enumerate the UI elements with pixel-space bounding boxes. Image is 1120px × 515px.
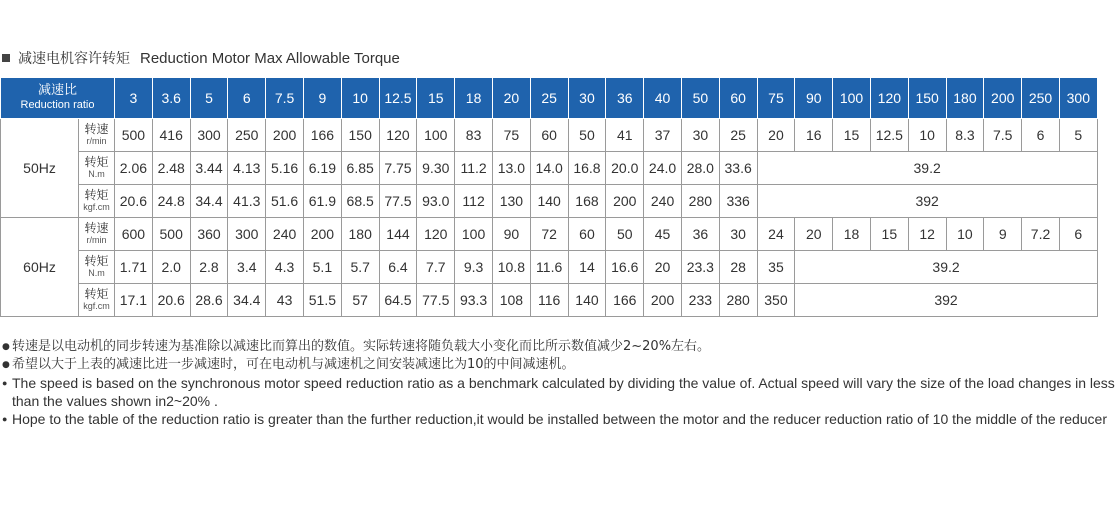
value-cell: 4.3 [266, 251, 304, 284]
value-cell: 24.0 [644, 152, 682, 185]
value-cell: 20.6 [115, 185, 153, 218]
ratio-header-cell: 150 [908, 78, 946, 119]
merged-value-cell: 39.2 [795, 251, 1097, 284]
ratio-header-cell: 300 [1059, 78, 1097, 119]
bullet-icon: ● [2, 342, 10, 352]
value-cell: 6 [1059, 218, 1097, 251]
value-cell: 5.7 [341, 251, 379, 284]
ratio-header-cell: 75 [757, 78, 795, 119]
ratio-header-cell: 90 [795, 78, 833, 119]
ratio-header-cell: 50 [681, 78, 719, 119]
value-cell: 20.0 [606, 152, 644, 185]
ratio-header-cell: 30 [568, 78, 606, 119]
value-cell: 43 [266, 284, 304, 317]
value-cell: 150 [341, 119, 379, 152]
value-cell: 14.0 [530, 152, 568, 185]
value-cell: 41 [606, 119, 644, 152]
ratio-header-cell: 25 [530, 78, 568, 119]
row-label-speed: 转速 r/min [79, 218, 115, 251]
bullet-icon: ● [2, 414, 8, 424]
value-cell: 120 [417, 218, 455, 251]
value-cell: 11.2 [455, 152, 493, 185]
table-body [1, 119, 1098, 317]
section-title-cn: 减速电机容许转矩 [18, 51, 130, 67]
value-cell: 83 [455, 119, 493, 152]
ratio-header-cell: 120 [870, 78, 908, 119]
value-cell: 168 [568, 185, 606, 218]
value-cell: 6.19 [303, 152, 341, 185]
value-cell: 5 [1059, 119, 1097, 152]
value-cell: 9.30 [417, 152, 455, 185]
ratio-header-cell: 40 [644, 78, 682, 119]
value-cell: 166 [303, 119, 341, 152]
value-cell: 8.3 [946, 119, 984, 152]
note-item [2, 410, 1118, 428]
value-cell: 140 [568, 284, 606, 317]
table-row [1, 152, 1098, 185]
value-cell: 240 [266, 218, 304, 251]
value-cell: 7.2 [1022, 218, 1060, 251]
value-cell: 130 [492, 185, 530, 218]
value-cell: 18 [833, 218, 871, 251]
value-cell: 5.16 [266, 152, 304, 185]
value-cell: 3.44 [190, 152, 228, 185]
ratio-header-cell: 18 [455, 78, 493, 119]
value-cell: 108 [492, 284, 530, 317]
notes [2, 338, 1118, 428]
value-cell: 200 [303, 218, 341, 251]
value-cell: 6 [1022, 119, 1060, 152]
value-cell: 233 [681, 284, 719, 317]
value-cell: 1.71 [115, 251, 153, 284]
value-cell: 72 [530, 218, 568, 251]
ratio-header-cell: 7.5 [266, 78, 304, 119]
value-cell: 20 [795, 218, 833, 251]
value-cell: 15 [833, 119, 871, 152]
value-cell: 51.6 [266, 185, 304, 218]
value-cell: 9 [984, 218, 1022, 251]
value-cell: 360 [190, 218, 228, 251]
value-cell: 93.3 [455, 284, 493, 317]
value-cell: 15 [870, 218, 908, 251]
ratio-header-cell: 250 [1022, 78, 1060, 119]
value-cell: 3.4 [228, 251, 266, 284]
table-row [1, 251, 1098, 284]
ratio-header-cell: 36 [606, 78, 644, 119]
value-cell: 166 [606, 284, 644, 317]
ratio-header-cell: 5 [190, 78, 228, 119]
value-cell: 12 [908, 218, 946, 251]
value-cell: 336 [719, 185, 757, 218]
value-cell: 116 [530, 284, 568, 317]
value-cell: 28 [719, 251, 757, 284]
value-cell: 24 [757, 218, 795, 251]
row-label-torque-kgf: 转矩 kgf.cm [79, 185, 115, 218]
value-cell: 4.13 [228, 152, 266, 185]
value-cell: 93.0 [417, 185, 455, 218]
torque-table [0, 77, 1098, 317]
value-cell: 7.75 [379, 152, 417, 185]
value-cell: 500 [115, 119, 153, 152]
value-cell: 20 [757, 119, 795, 152]
value-cell: 57 [341, 284, 379, 317]
note-text: 希望以大于上表的减速比进一步减速时，可在电动机与减速机之间安装减速比为10的中间减速机。 [12, 357, 575, 372]
value-cell: 2.8 [190, 251, 228, 284]
value-cell: 77.5 [417, 284, 455, 317]
ratio-header-cell: 6 [228, 78, 266, 119]
ratio-header-cell: 10 [341, 78, 379, 119]
value-cell: 60 [530, 119, 568, 152]
ratio-header-cell: 60 [719, 78, 757, 119]
value-cell: 16 [795, 119, 833, 152]
ratio-header-cell: 100 [833, 78, 871, 119]
table-row [1, 185, 1098, 218]
square-bullet-icon [2, 54, 10, 62]
value-cell: 64.5 [379, 284, 417, 317]
value-cell: 77.5 [379, 185, 417, 218]
section-title [2, 48, 400, 68]
value-cell: 16.6 [606, 251, 644, 284]
note-text: Hope to the table of the reduction ratio is greater than the further reduction,it would be installed between the motor and the reducer reduction ratio of 10 the middle of the reducer [12, 411, 1108, 427]
value-cell: 24.8 [152, 185, 190, 218]
table-row [1, 284, 1098, 317]
note-text: 转速是以电动机的同步转速为基准除以减速比而算出的数值。实际转速将随负载大小变化而比所示数值减少2~20%左右。 [12, 339, 711, 354]
merged-value-cell: 392 [757, 185, 1097, 218]
row-label-torque-nm: 转矩 N.m [79, 251, 115, 284]
value-cell: 240 [644, 185, 682, 218]
ratio-header-cell: 3.6 [152, 78, 190, 119]
value-cell: 12.5 [870, 119, 908, 152]
value-cell: 11.6 [530, 251, 568, 284]
value-cell: 36 [681, 218, 719, 251]
note-item [2, 338, 1118, 356]
bullet-icon: ● [2, 378, 8, 388]
ratio-header-cell: 12.5 [379, 78, 417, 119]
value-cell: 90 [492, 218, 530, 251]
value-cell: 280 [719, 284, 757, 317]
value-cell: 10.8 [492, 251, 530, 284]
value-cell: 20.6 [152, 284, 190, 317]
table-row [1, 119, 1098, 152]
merged-value-cell: 39.2 [757, 152, 1097, 185]
value-cell: 28.6 [190, 284, 228, 317]
value-cell: 120 [379, 119, 417, 152]
ratio-header-cell: 20 [492, 78, 530, 119]
reduction-ratio-header: 减速比 Reduction ratio [1, 78, 115, 119]
row-label-torque-nm: 转矩 N.m [79, 152, 115, 185]
ratio-header-cell: 15 [417, 78, 455, 119]
value-cell: 41.3 [228, 185, 266, 218]
value-cell: 20 [644, 251, 682, 284]
ratio-header-cell: 200 [984, 78, 1022, 119]
value-cell: 416 [152, 119, 190, 152]
value-cell: 300 [228, 218, 266, 251]
value-cell: 6.85 [341, 152, 379, 185]
value-cell: 7.7 [417, 251, 455, 284]
value-cell: 10 [946, 218, 984, 251]
value-cell: 13.0 [492, 152, 530, 185]
value-cell: 2.48 [152, 152, 190, 185]
frequency-label: 60Hz [1, 218, 79, 317]
value-cell: 100 [455, 218, 493, 251]
value-cell: 144 [379, 218, 417, 251]
value-cell: 2.0 [152, 251, 190, 284]
table-row [1, 218, 1098, 251]
value-cell: 37 [644, 119, 682, 152]
ratio-header-cell: 180 [946, 78, 984, 119]
value-cell: 300 [190, 119, 228, 152]
value-cell: 200 [266, 119, 304, 152]
frequency-label: 50Hz [1, 119, 79, 218]
note-item [2, 356, 1118, 374]
value-cell: 7.5 [984, 119, 1022, 152]
merged-value-cell: 392 [795, 284, 1097, 317]
value-cell: 35 [757, 251, 795, 284]
table-header-row [1, 78, 1098, 119]
value-cell: 75 [492, 119, 530, 152]
value-cell: 30 [681, 119, 719, 152]
value-cell: 28.0 [681, 152, 719, 185]
value-cell: 51.5 [303, 284, 341, 317]
note-text: The speed is based on the synchronous motor speed reduction ratio as a benchmark calculated by dividing the value of. Actual speed will vary the size of the load changes in less than the values shown in2~20% . [12, 375, 1115, 409]
bullet-icon: ● [2, 360, 10, 370]
section-title-en: Reduction Motor Max Allowable Torque [140, 49, 400, 67]
value-cell: 34.4 [228, 284, 266, 317]
value-cell: 6.4 [379, 251, 417, 284]
value-cell: 45 [644, 218, 682, 251]
value-cell: 200 [644, 284, 682, 317]
value-cell: 25 [719, 119, 757, 152]
value-cell: 350 [757, 284, 795, 317]
value-cell: 10 [908, 119, 946, 152]
value-cell: 68.5 [341, 185, 379, 218]
value-cell: 50 [568, 119, 606, 152]
value-cell: 500 [152, 218, 190, 251]
value-cell: 9.3 [455, 251, 493, 284]
value-cell: 17.1 [115, 284, 153, 317]
value-cell: 34.4 [190, 185, 228, 218]
row-label-speed: 转速 r/min [79, 119, 115, 152]
value-cell: 61.9 [303, 185, 341, 218]
value-cell: 100 [417, 119, 455, 152]
row-label-torque-kgf: 转矩 kgf.cm [79, 284, 115, 317]
value-cell: 200 [606, 185, 644, 218]
value-cell: 33.6 [719, 152, 757, 185]
value-cell: 30 [719, 218, 757, 251]
value-cell: 140 [530, 185, 568, 218]
value-cell: 16.8 [568, 152, 606, 185]
value-cell: 112 [455, 185, 493, 218]
value-cell: 280 [681, 185, 719, 218]
value-cell: 23.3 [681, 251, 719, 284]
ratio-header-cell: 3 [115, 78, 153, 119]
ratio-header-cell: 9 [303, 78, 341, 119]
value-cell: 600 [115, 218, 153, 251]
value-cell: 250 [228, 119, 266, 152]
note-item [2, 374, 1118, 410]
value-cell: 60 [568, 218, 606, 251]
value-cell: 2.06 [115, 152, 153, 185]
value-cell: 50 [606, 218, 644, 251]
value-cell: 180 [341, 218, 379, 251]
value-cell: 14 [568, 251, 606, 284]
value-cell: 5.1 [303, 251, 341, 284]
